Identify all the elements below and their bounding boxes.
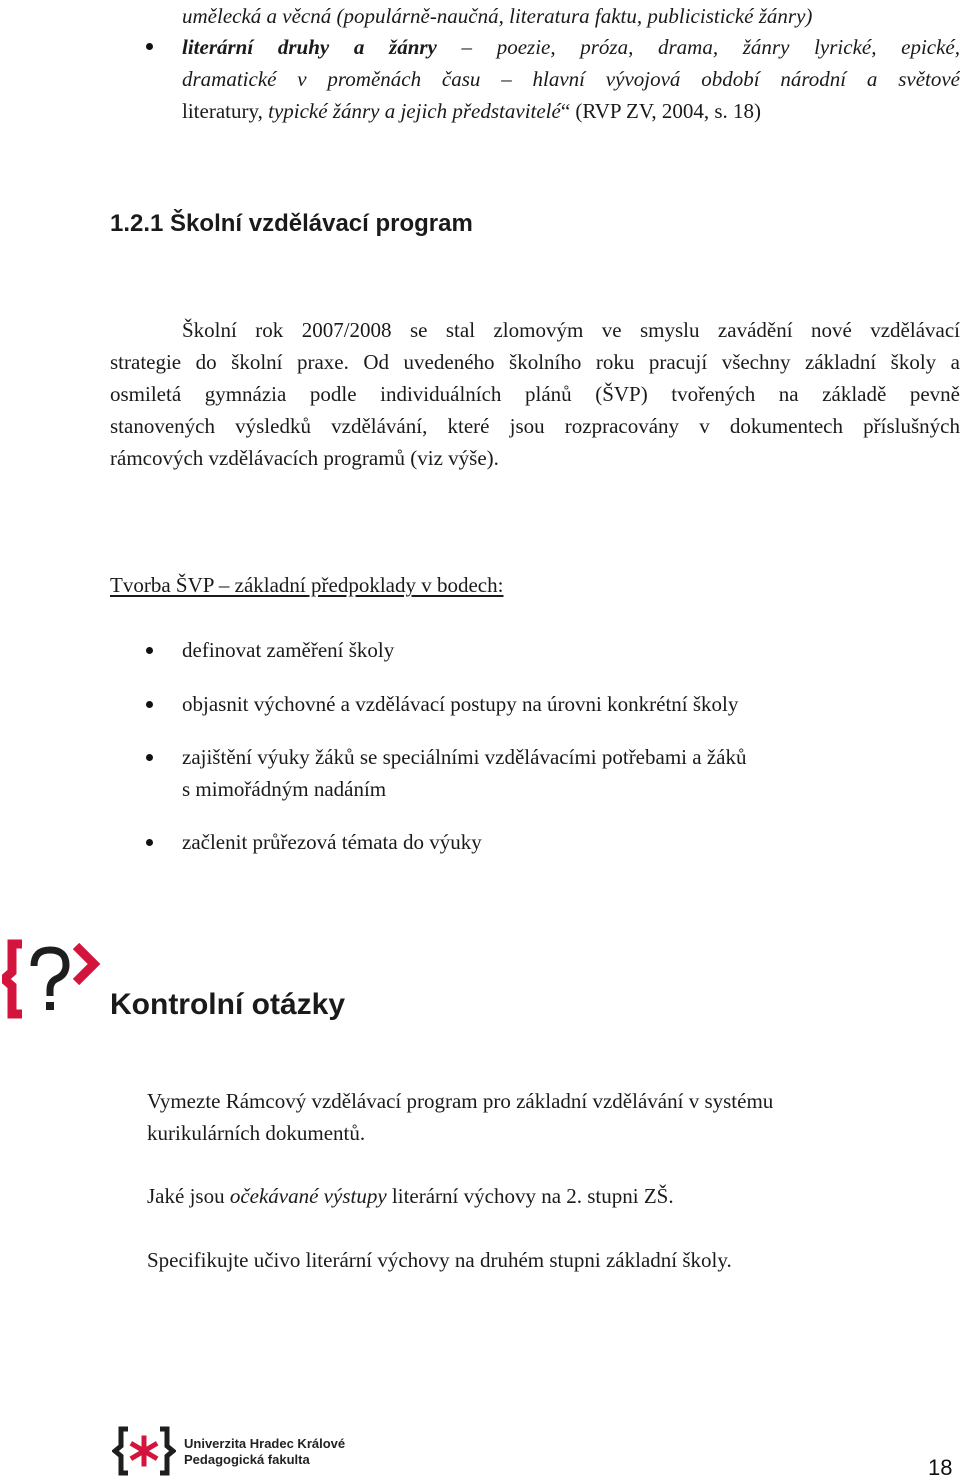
university-star-braces-logo [112, 1425, 176, 1477]
kontrolni-heading: Kontrolní otázky [110, 988, 346, 1021]
top-line-1: umělecká a věcná (populárně-naučná, literatura faktu, publicistické žánry) [182, 4, 813, 28]
list-item: začlenit průřezová témata do výuky [182, 830, 482, 854]
paragraph-line-4: stanovených výsledků vzdělávání, které jsou rozpracovány v dokumentech příslušných [110, 414, 960, 438]
section-heading: 1.2.1 Školní vzdělávací program [110, 210, 473, 237]
question-2-end: literární výchovy na 2. stupni ZŠ. [386, 1184, 674, 1208]
list-item-continuation: s mimořádným nadáním [182, 777, 387, 801]
question-1-line-2: kurikulárních dokumentů. [147, 1121, 366, 1145]
top-line-4-start: literatury, [182, 99, 269, 123]
top-line-2-rest: – poezie, próza, drama, žánry lyrické, epické, [436, 35, 960, 59]
question-3: Specifikujte učivo literární výchovy na druhém stupni základní školy. [147, 1248, 732, 1272]
question-2-start: Jaké jsou [147, 1184, 230, 1208]
paragraph-line-1: Školní rok 2007/2008 se stal zlomovým ve smyslu zavádění nové vzdělávací [182, 318, 960, 342]
list-item: objasnit výchovné a vzdělávací postupy na úrovni konkrétní školy [182, 692, 739, 716]
bullet-icon [146, 839, 153, 846]
question-braces-icon [2, 938, 104, 1020]
question-1-line-1: Vymezte Rámcový vzdělávací program pro základní vzdělávání v systému [147, 1089, 774, 1113]
footer-faculty-name: Pedagogická fakulta [184, 1452, 310, 1467]
bullet-icon [146, 701, 153, 708]
bullet-icon [146, 647, 153, 654]
top-line-4-end: “ (RVP ZV, 2004, s. 18) [560, 99, 761, 123]
page-number: 18 [928, 1455, 953, 1480]
paragraph-line-5: rámcových vzdělávacích programů (viz výše). [110, 446, 499, 470]
question-2 [147, 1180, 674, 1212]
list-item: definovat zaměření školy [182, 638, 395, 662]
top-line-2 [182, 31, 960, 63]
top-line-4 [182, 95, 761, 127]
tvorba-title: Tvorba ŠVP – základní předpoklady v bodech: [110, 573, 504, 597]
top-line-2-bold: literární druhy a žánry [182, 35, 437, 59]
paragraph-line-2: strategie do školní praxe. Od uvedeného školního roku pracují všechny základní školy a [110, 350, 960, 374]
question-2-italic: očekávané výstupy [229, 1184, 387, 1208]
bullet-icon [146, 43, 153, 50]
bullet-icon [146, 754, 153, 761]
top-line-4-italic: typické žánry a jejich představitelé [268, 99, 561, 123]
footer-university-name: Univerzita Hradec Králové [184, 1436, 346, 1451]
list-item: zajištění výuky žáků se speciálními vzdělávacími potřebami a žáků [182, 745, 747, 769]
paragraph-line-3: osmiletá gymnázia podle individuálních plánů (ŠVP) tvořených na základě pevně [110, 382, 960, 406]
top-line-3: dramatické v proměnách času – hlavní vývojová období národní a světové [182, 67, 960, 91]
